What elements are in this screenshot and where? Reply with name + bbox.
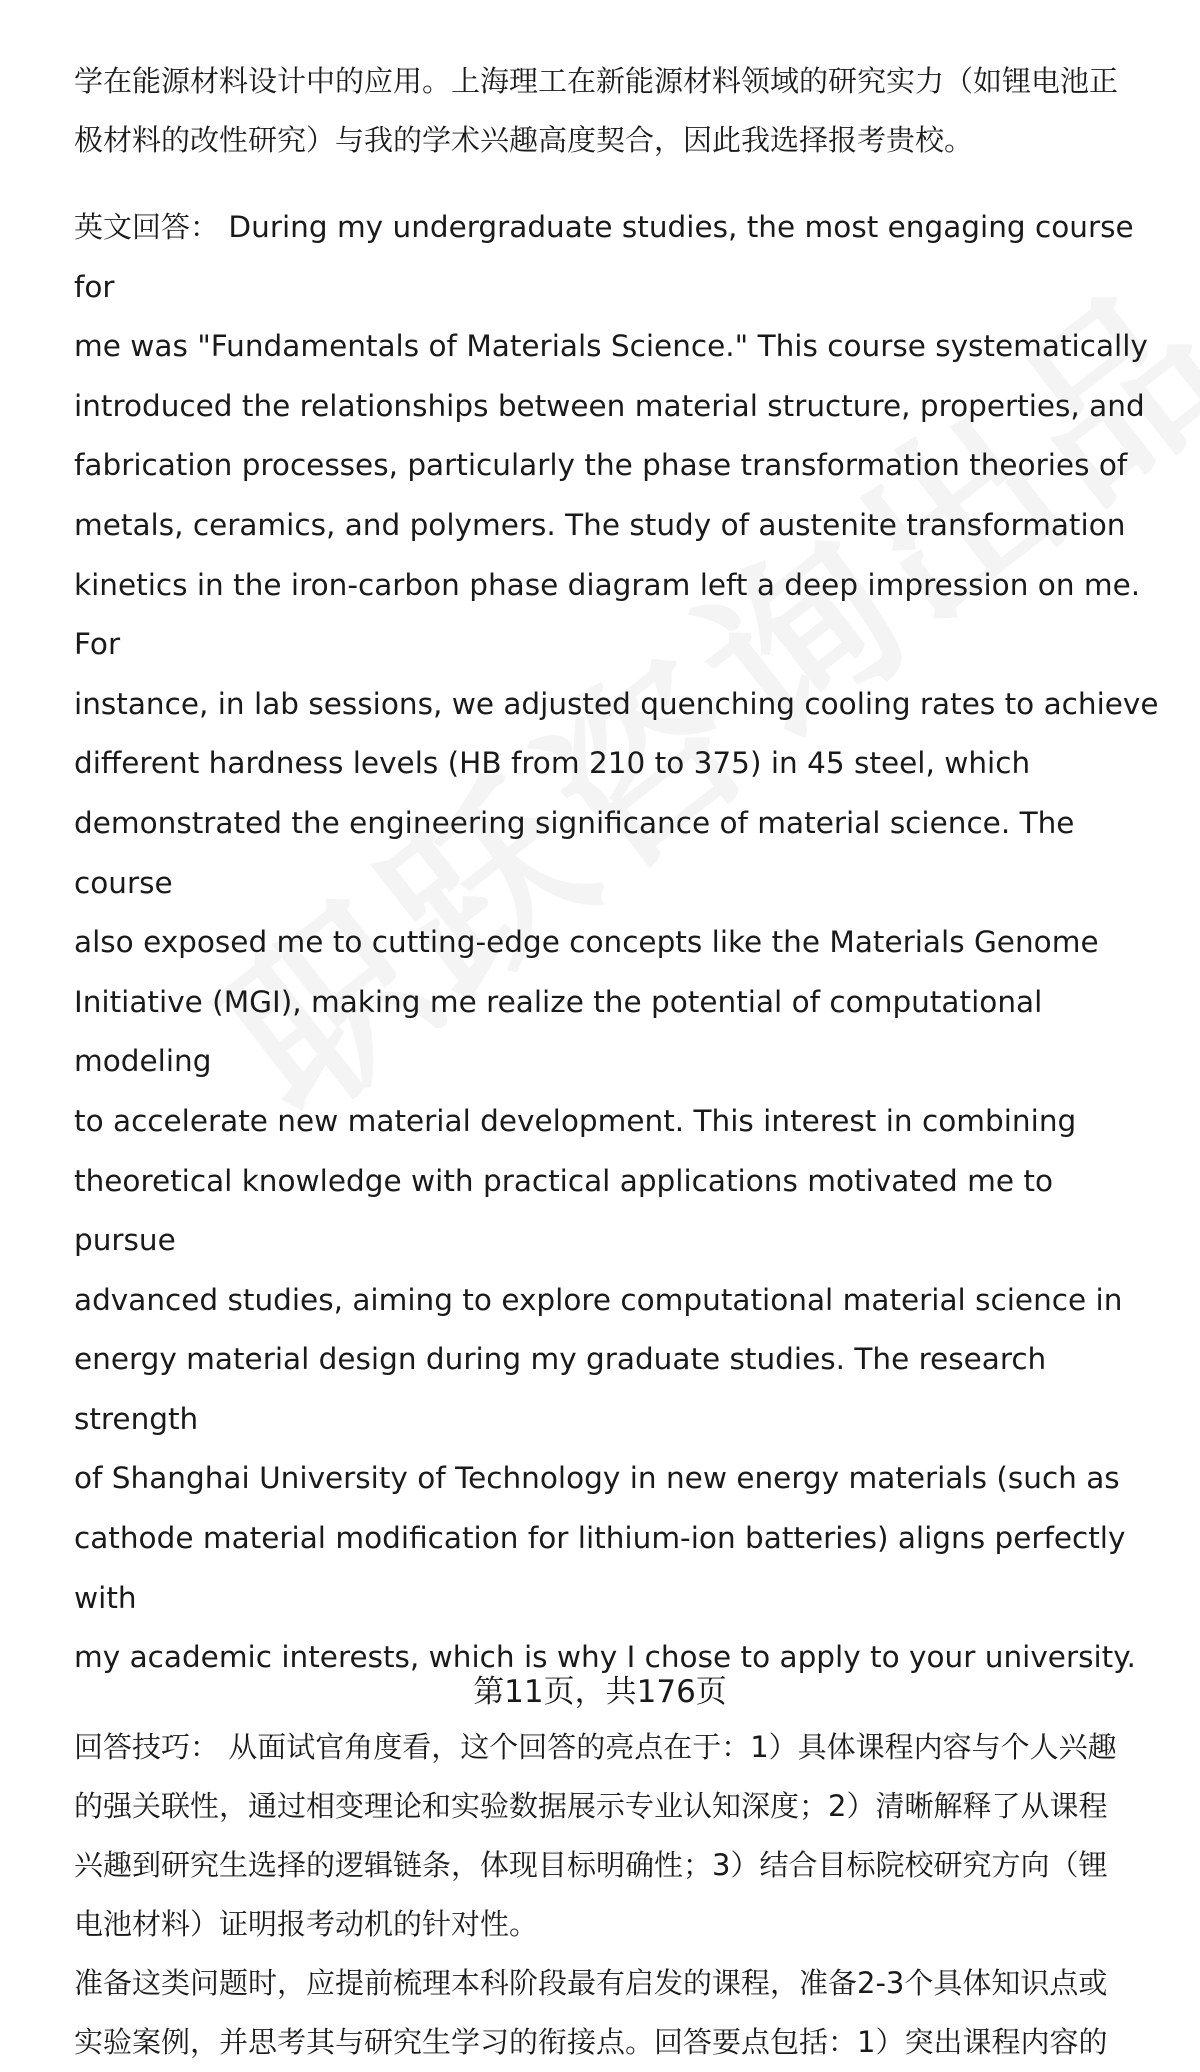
text-line: cathode material modification for lithium-ion batteries) aligns perfectly with <box>74 1521 1126 1615</box>
text-line: advanced studies, aiming to explore computational material science in <box>74 1282 1123 1317</box>
text-line: introduced the relationships between material structure, properties, and <box>74 388 1145 423</box>
text-line: my academic interests, which is why I chose to apply to your university. <box>74 1640 1136 1675</box>
page-number: 第11页，共176页 <box>473 1674 727 1710</box>
text-line: of Shanghai University of Technology in new energy materials (such as <box>74 1461 1120 1496</box>
document-page <box>74 52 1164 2072</box>
text-line: 极材料的改性研究）与我的学术兴趣高度契合，因此我选择报考贵校。 <box>74 123 974 157</box>
text-line: 实验案例，并思考其与研究生学习的衔接点。回答要点包括：1）突出课程内容的 <box>74 2024 1108 2059</box>
text-line: theoretical knowledge with practical applications motivated me to pursue <box>74 1163 1054 1258</box>
text-line: different hardness levels (HB from 210 to 375) in 45 steel, which <box>74 746 1031 781</box>
text-line-content: During my undergraduate studies, the most engaging course for <box>74 210 1134 304</box>
english-answer-label: 英文回答： <box>74 210 220 244</box>
text-line: 兴趣到研究生选择的逻辑链条，体现目标明确性；3）结合目标院校研究方向（锂 <box>74 1847 1108 1882</box>
answer-tips-section <box>74 1718 1164 2072</box>
text-line: instance, in lab sessions, we adjusted quenching cooling rates to achieve <box>74 686 1159 721</box>
text-line: 的强关联性，通过相变理论和实验数据展示专业认知深度；2）清晰解释了从课程 <box>74 1788 1108 1823</box>
text-line: 准备这类问题时，应提前梳理本科阶段最有启发的课程，准备2-3个具体知识点或 <box>74 1965 1108 2000</box>
text-line: Initiative (MGI), making me realize the potential of computational modeling <box>74 984 1043 1079</box>
text-line: energy material design during my graduate studies. The research strength <box>74 1342 1047 1436</box>
answer-tips-label: 回答技巧： <box>74 1729 220 1764</box>
text-line: metals, ceramics, and polymers. The study of austenite transformation <box>74 507 1126 542</box>
text-line <box>74 198 1164 317</box>
text-line <box>74 1718 1164 1777</box>
text-line: demonstrated the engineering significance of material science. The course <box>74 805 1075 900</box>
text-line-content: 从面试官角度看，这个回答的亮点在于：1）具体课程内容与个人兴趣 <box>228 1729 1117 1764</box>
text-line: to accelerate new material development. This interest in combining <box>74 1103 1077 1138</box>
text-line: me was "Fundamentals of Materials Science." This course systematically <box>74 329 1148 364</box>
intro-continuation <box>74 52 1164 170</box>
text-line: 电池材料）证明报考动机的针对性。 <box>74 1906 539 1941</box>
english-answer-section <box>74 198 1164 1688</box>
text-line: 学在能源材料设计中的应用。上海理工在新能源材料领域的研究实力（如锂电池正 <box>74 64 1119 98</box>
text-line: kinetics in the iron-carbon phase diagram left a deep impression on me. For <box>74 567 1141 662</box>
text-line: fabrication processes, particularly the phase transformation theories of <box>74 448 1128 483</box>
text-line: also exposed me to cutting-edge concepts like the Materials Genome <box>74 925 1099 960</box>
